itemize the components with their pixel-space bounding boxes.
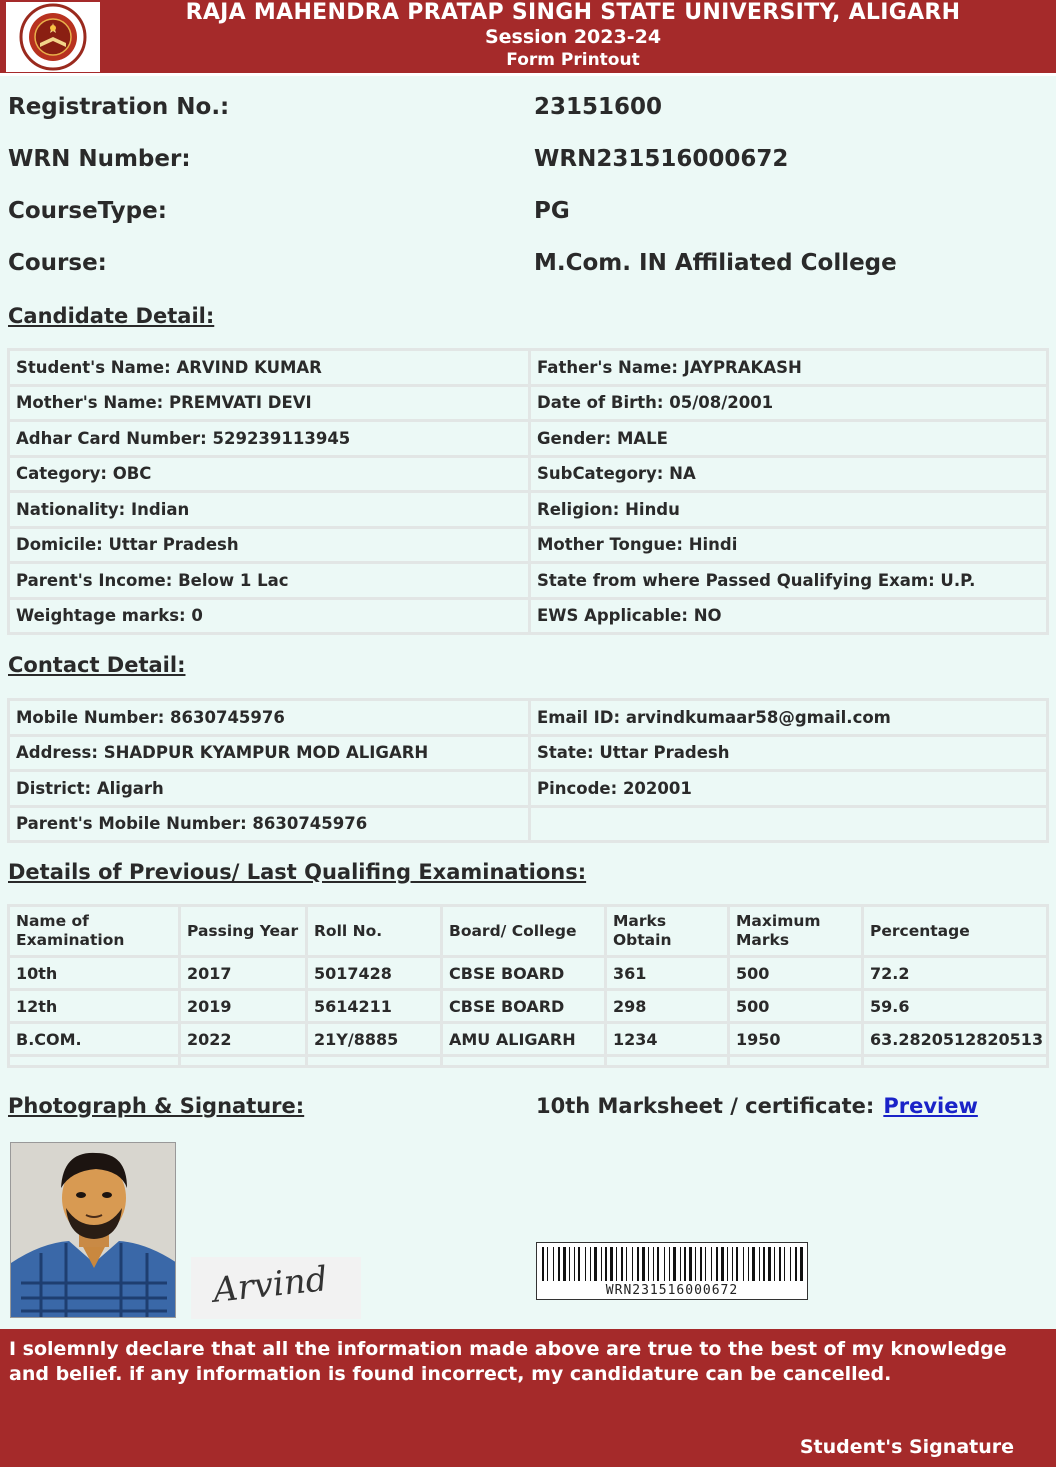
barcode-bar	[752, 1247, 755, 1281]
marksheet-label: 10th Marksheet / certificate:	[536, 1093, 875, 1118]
barcode-cell	[528, 1215, 1053, 1326]
barcode-bar	[759, 1247, 760, 1281]
declaration-text: I solemnly declare that all the information made above are true to the best of my knowledge and belief. if any information is found incorrect, my candidature can be cancelled.	[9, 1338, 1007, 1385]
barcode	[536, 1242, 808, 1300]
table-cell: 10th	[10, 958, 178, 988]
table-cell: B.COM.	[10, 1024, 178, 1054]
page-header	[0, 0, 1056, 76]
barcode-bar	[711, 1247, 712, 1281]
barcode-bar	[657, 1247, 659, 1281]
barcode-bar	[684, 1247, 686, 1281]
table-cell: Pincode: 202001	[531, 772, 1046, 805]
course-type-label: CourseType:	[3, 186, 525, 235]
exam-details-section	[3, 900, 1053, 1077]
table-cell: CBSE BOARD	[443, 991, 604, 1021]
table-cell: Address: SHADPUR KYAMPUR MOD ALIGARH	[10, 737, 528, 770]
table-cell: Parent's Mobile Number: 8630745976	[10, 808, 528, 841]
barcode-bar	[585, 1247, 586, 1281]
barcode-bar	[669, 1247, 670, 1281]
column-header: Passing Year	[181, 907, 305, 955]
table-cell	[181, 1057, 305, 1065]
column-header: Maximum Marks	[730, 907, 861, 955]
column-header: Board/ College	[443, 907, 604, 955]
barcode-bar	[768, 1247, 771, 1281]
marksheet-row	[528, 1080, 1053, 1131]
candidate-photo	[10, 1142, 176, 1318]
contact-detail-section	[3, 694, 1053, 847]
barcode-bar	[763, 1247, 765, 1281]
table-cell: 5017428	[308, 958, 440, 988]
barcode-bar	[578, 1247, 580, 1281]
table-cell: State: Uttar Pradesh	[531, 737, 1046, 770]
table-cell: Date of Birth: 05/08/2001	[531, 387, 1046, 420]
barcode-bar	[689, 1247, 692, 1281]
table-cell: Email ID: arvindkumaar58@gmail.com	[531, 701, 1046, 734]
table-row	[10, 529, 1046, 562]
table-cell: CBSE BOARD	[443, 958, 604, 988]
registration-value: 23151600	[528, 82, 1053, 131]
barcode-bar	[642, 1247, 645, 1281]
table-row	[10, 1057, 1046, 1065]
barcode-bar	[653, 1247, 654, 1281]
table-cell: 1234	[607, 1024, 727, 1054]
university-logo	[6, 2, 100, 72]
column-header: Marks Obtain	[607, 907, 727, 955]
exam-details-heading: Details of Previous/ Last Qualifing Examinations:	[3, 846, 1053, 897]
photo-signature-section	[0, 1080, 1056, 1326]
contact-detail-heading: Contact Detail:	[3, 639, 1053, 690]
table-cell: Category: OBC	[10, 458, 528, 491]
declaration-section	[0, 1329, 1056, 1467]
candidate-detail-table	[7, 348, 1049, 635]
table-cell: 500	[730, 958, 861, 988]
barcode-text: WRN231516000672	[605, 1283, 739, 1298]
column-header: Roll No.	[308, 907, 440, 955]
table-row	[10, 493, 1046, 526]
table-cell: 12th	[10, 991, 178, 1021]
table-row	[10, 991, 1046, 1021]
barcode-bar	[563, 1247, 566, 1281]
barcode-bar	[727, 1247, 728, 1281]
barcode-bar	[743, 1247, 744, 1281]
table-row	[10, 351, 1046, 384]
table-row	[10, 701, 1046, 734]
table-cell: SubCategory: NA	[531, 458, 1046, 491]
table-cell	[531, 808, 1046, 841]
barcode-bar	[673, 1247, 676, 1281]
table-cell: State from where Passed Qualifying Exam: U.P.	[531, 564, 1046, 597]
barcode-bar	[590, 1247, 591, 1281]
table-cell: EWS Applicable: NO	[531, 600, 1046, 633]
barcode-bar	[779, 1247, 781, 1281]
table-row	[10, 600, 1046, 633]
table-cell: 21Y/8885	[308, 1024, 440, 1054]
table-row	[10, 1024, 1046, 1054]
barcode-bar	[547, 1247, 548, 1281]
table-row	[3, 82, 1053, 131]
column-header: Name of Examination	[10, 907, 178, 955]
table-cell	[864, 1057, 1046, 1065]
marksheet-preview-cell	[528, 1134, 1053, 1212]
table-row	[10, 387, 1046, 420]
table-row	[3, 186, 1053, 235]
barcode-bar	[680, 1247, 681, 1281]
table-cell: 72.2	[864, 958, 1046, 988]
table-cell: 1950	[730, 1024, 861, 1054]
barcode-bar	[748, 1247, 749, 1281]
table-row	[10, 458, 1046, 491]
barcode-bar	[605, 1247, 607, 1281]
course-label: Course:	[3, 238, 525, 287]
barcode-bar	[716, 1247, 718, 1281]
table-row	[10, 808, 1046, 841]
barcode-bar	[695, 1247, 696, 1281]
barcode-bar	[574, 1247, 575, 1281]
barcode-bar	[732, 1247, 733, 1281]
table-cell: 500	[730, 991, 861, 1021]
table-cell	[607, 1057, 727, 1065]
table-row	[10, 958, 1046, 988]
table-row	[3, 134, 1053, 183]
photo-signature-heading: Photograph & Signature:	[3, 1080, 525, 1131]
table-cell: Parent's Income: Below 1 Lac	[10, 564, 528, 597]
barcode-bar	[736, 1247, 738, 1281]
table-cell: Domicile: Uttar Pradesh	[10, 529, 528, 562]
registration-label: Registration No.:	[3, 82, 525, 131]
barcode-bar	[621, 1247, 623, 1281]
barcode-bar	[784, 1247, 785, 1281]
course-type-value: PG	[528, 186, 1053, 235]
table-cell: 2017	[181, 958, 305, 988]
barcode-bar	[632, 1247, 633, 1281]
exam-details-table	[7, 904, 1049, 1068]
university-name: RAJA MAHENDRA PRATAP SINGH STATE UNIVERSITY, ALIGARH	[185, 0, 961, 25]
table-cell: Nationality: Indian	[10, 493, 528, 526]
student-signature-label: Student's Signature	[799, 1436, 1014, 1458]
barcode-bar	[800, 1247, 803, 1281]
table-cell: Mother Tongue: Hindi	[531, 529, 1046, 562]
table-cell: 5614211	[308, 991, 440, 1021]
form-label: Form Printout	[506, 50, 640, 70]
barcode-bar	[648, 1247, 649, 1281]
table-cell: 63.2820512820513	[864, 1024, 1046, 1054]
barcode-bar	[601, 1247, 602, 1281]
table-cell: Religion: Hindu	[531, 493, 1046, 526]
table-cell: Mother's Name: PREMVATI DEVI	[10, 387, 528, 420]
table-cell	[308, 1057, 440, 1065]
course-value: M.Com. IN Affiliated College	[528, 238, 1053, 287]
table-cell: 2022	[181, 1024, 305, 1054]
photo-cell	[3, 1134, 525, 1326]
barcode-bar	[558, 1247, 560, 1281]
barcode-bar	[700, 1247, 702, 1281]
column-header: Percentage	[864, 907, 1046, 955]
barcode-bar	[569, 1247, 570, 1281]
table-cell: Student's Name: ARVIND KUMAR	[10, 351, 528, 384]
barcode-bar	[705, 1247, 706, 1281]
table-row	[10, 772, 1046, 805]
barcode-bar	[790, 1247, 791, 1281]
marksheet-preview-link[interactable]: Preview	[883, 1093, 978, 1118]
contact-detail-table	[7, 698, 1049, 843]
table-cell	[443, 1057, 604, 1065]
table-cell	[730, 1057, 861, 1065]
candidate-detail-section	[3, 344, 1053, 639]
session-label: Session 2023-24	[484, 26, 662, 48]
barcode-bar	[626, 1247, 627, 1281]
wrn-label: WRN Number:	[3, 134, 525, 183]
barcode-bar	[594, 1247, 597, 1281]
barcode-bar	[542, 1247, 544, 1281]
barcode-bars	[538, 1245, 808, 1285]
table-cell: AMU ALIGARH	[443, 1024, 604, 1054]
table-cell: Adhar Card Number: 529239113945	[10, 422, 528, 455]
registration-table	[0, 79, 1056, 290]
table-cell	[10, 1057, 178, 1065]
candidate-signature: Arvind	[191, 1257, 361, 1319]
barcode-bar	[664, 1247, 665, 1281]
wrn-value: WRN231516000672	[528, 134, 1053, 183]
barcode-bar	[610, 1247, 613, 1281]
table-row	[3, 238, 1053, 287]
table-cell: 59.6	[864, 991, 1046, 1021]
table-cell: Mobile Number: 8630745976	[10, 701, 528, 734]
table-cell: 298	[607, 991, 727, 1021]
barcode-bar	[795, 1247, 797, 1281]
table-cell: District: Aligarh	[10, 772, 528, 805]
barcode-bar	[637, 1247, 639, 1281]
barcode-bar	[553, 1247, 554, 1281]
table-header-row	[10, 907, 1046, 955]
barcode-bar	[616, 1247, 617, 1281]
table-row	[10, 737, 1046, 770]
table-row	[10, 422, 1046, 455]
barcode-bar	[774, 1247, 775, 1281]
table-cell: Gender: MALE	[531, 422, 1046, 455]
table-cell: 361	[607, 958, 727, 988]
barcode-bar	[721, 1247, 724, 1281]
table-row	[10, 564, 1046, 597]
table-cell: Father's Name: JAYPRAKASH	[531, 351, 1046, 384]
candidate-detail-heading: Candidate Detail:	[3, 290, 1053, 341]
table-cell: 2019	[181, 991, 305, 1021]
table-cell: Weightage marks: 0	[10, 600, 528, 633]
